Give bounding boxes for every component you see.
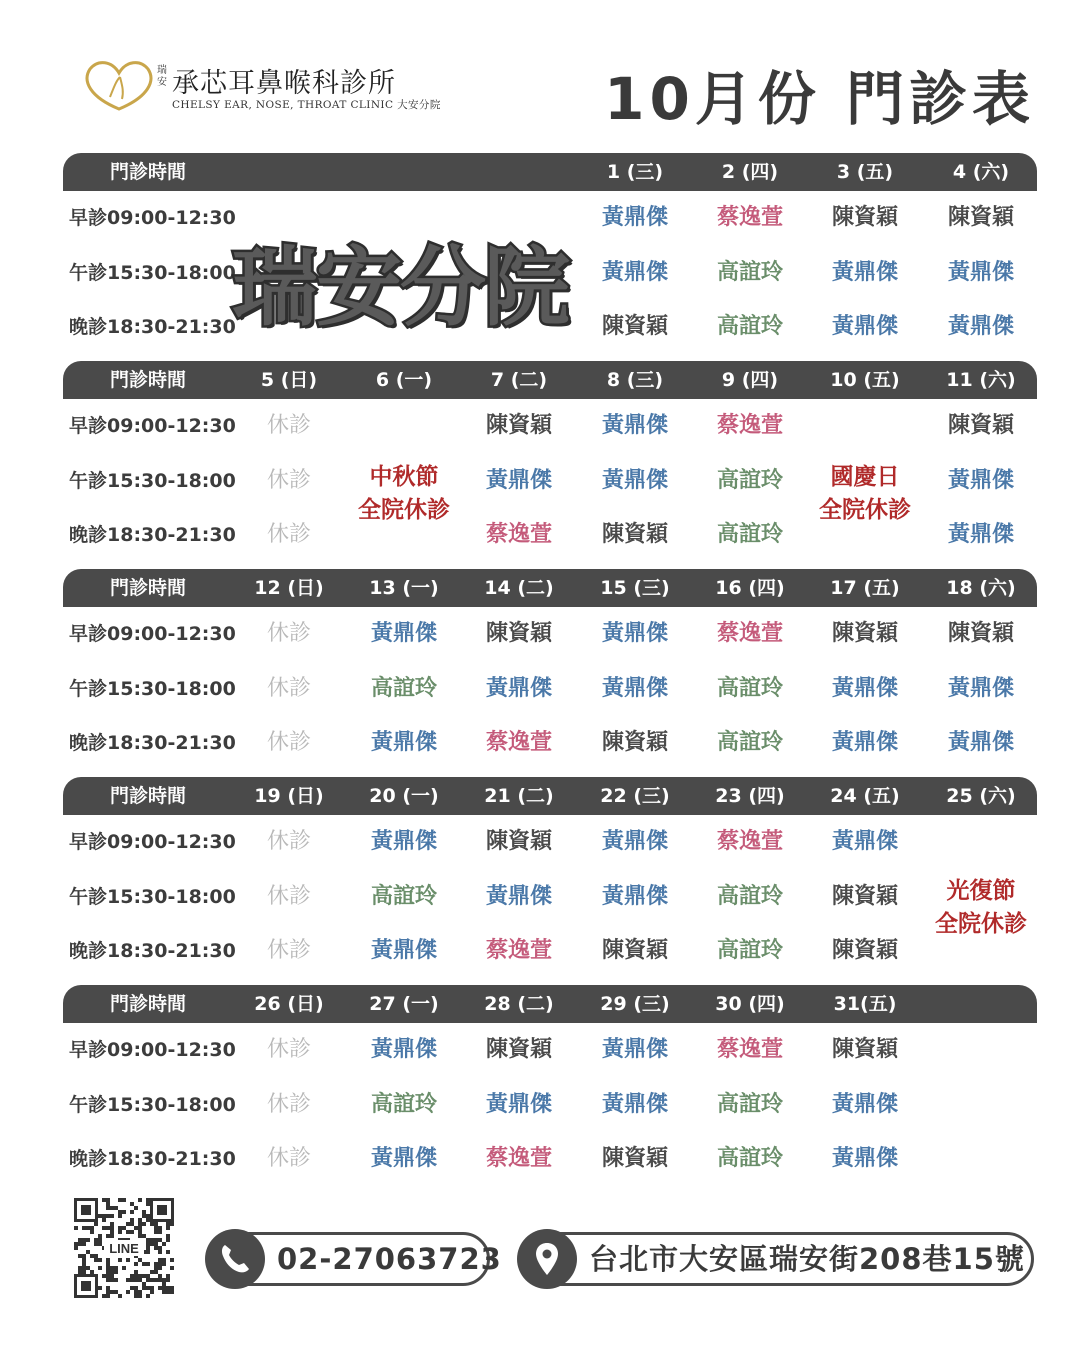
session-time-label: 晚診18:30-21:30 [69, 524, 236, 546]
header-label: 門診時間 [109, 369, 186, 391]
doctor-cell: 黃鼎傑 [947, 676, 1014, 701]
doctor-cell: 高誼玲 [370, 1092, 437, 1117]
closed-cell: 休診 [266, 730, 311, 755]
doctor-cell: 高誼玲 [716, 468, 783, 493]
day-header: 8 (三) [606, 369, 664, 391]
doctor-cell: 黃鼎傑 [831, 260, 898, 285]
session-time-label: 早診09:00-12:30 [69, 207, 236, 229]
day-header: 17 (五) [830, 577, 900, 599]
doctor-cell: 黃鼎傑 [947, 468, 1014, 493]
phone-icon [205, 1229, 265, 1289]
doctor-cell: 陳資穎 [485, 1037, 552, 1062]
doctor-cell: 黃鼎傑 [485, 676, 552, 701]
doctor-cell: 黃鼎傑 [370, 938, 437, 963]
day-header: 26 (日) [254, 993, 324, 1015]
session-time-label: 午診15:30-18:00 [69, 1094, 236, 1116]
phone-icon-circle [205, 1229, 265, 1289]
doctor-cell: 高誼玲 [716, 314, 783, 339]
session-time-label: 早診09:00-12:30 [69, 623, 236, 645]
doctor-cell: 黃鼎傑 [831, 829, 898, 854]
day-header: 13 (一) [369, 577, 439, 599]
header-label: 門診時間 [109, 161, 186, 183]
doctor-cell: 陳資穎 [831, 621, 898, 646]
day-header: 2 (四) [721, 161, 779, 183]
doctor-cell: 黃鼎傑 [601, 468, 668, 493]
day-header: 12 (日) [254, 577, 324, 599]
logo-small-text: 瑞安 [157, 65, 167, 88]
doctor-cell: 黃鼎傑 [831, 1092, 898, 1117]
holiday-name: 光復節 [946, 878, 1016, 904]
day-header: 19 (日) [254, 785, 324, 807]
doctor-cell: 黃鼎傑 [947, 730, 1014, 755]
closed-cell: 休診 [266, 829, 311, 854]
doctor-cell: 高誼玲 [370, 676, 437, 701]
phone-number: 02-27063723 [277, 1242, 502, 1276]
doctor-cell: 黃鼎傑 [485, 1092, 552, 1117]
session-time-label: 晚診18:30-21:30 [69, 1148, 236, 1170]
doctor-cell: 黃鼎傑 [370, 621, 437, 646]
session-time-label: 早診09:00-12:30 [69, 831, 236, 853]
line-qr-code-icon[interactable] [74, 1198, 174, 1298]
session-time-label: 午診15:30-18:00 [69, 678, 236, 700]
doctor-cell: 陳資穎 [947, 621, 1014, 646]
session-time-label: 早診09:00-12:30 [69, 415, 236, 437]
address: 台北市大安區瑞安街208巷15號 [589, 1242, 1025, 1276]
doctor-cell: 黃鼎傑 [947, 260, 1014, 285]
holiday-name: 中秋節 [369, 464, 439, 490]
doctor-cell: 陳資穎 [485, 621, 552, 646]
doctor-cell: 陳資穎 [601, 314, 668, 339]
day-header: 21 (二) [484, 785, 554, 807]
closed-cell: 休診 [266, 1146, 311, 1171]
doctor-cell: 蔡逸萱 [716, 621, 783, 646]
day-header: 16 (四) [715, 577, 785, 599]
doctor-cell: 高誼玲 [716, 938, 783, 963]
closed-cell: 休診 [266, 884, 311, 909]
doctor-cell: 黃鼎傑 [601, 1037, 668, 1062]
header-label: 門診時間 [109, 577, 186, 599]
doctor-cell: 陳資穎 [947, 413, 1014, 438]
closed-cell: 休診 [266, 1037, 311, 1062]
branch-stamp: 瑞安分院 [232, 238, 568, 338]
doctor-cell: 黃鼎傑 [601, 829, 668, 854]
day-header: 7 (二) [490, 369, 548, 391]
day-header: 11 (六) [946, 369, 1016, 391]
session-time-label: 早診09:00-12:30 [69, 1039, 236, 1061]
day-header [349, 153, 459, 191]
holiday-closed-text: 全院休診 [935, 911, 1027, 937]
closed-cell: 休診 [266, 413, 311, 438]
day-header: 28 (二) [484, 993, 554, 1015]
doctor-cell: 黃鼎傑 [601, 260, 668, 285]
week-header [63, 569, 1037, 607]
doctor-cell: 高誼玲 [716, 260, 783, 285]
closed-cell: 休診 [266, 1092, 311, 1117]
week-header [63, 361, 1037, 399]
doctor-cell: 高誼玲 [716, 1092, 783, 1117]
day-header: 3 (五) [836, 161, 894, 183]
closed-cell: 休診 [266, 938, 311, 963]
doctor-cell: 黃鼎傑 [831, 1146, 898, 1171]
day-header: 24 (五) [830, 785, 900, 807]
doctor-cell: 陳資穎 [601, 522, 668, 547]
doctor-cell: 蔡逸萱 [716, 205, 783, 230]
week-block [63, 777, 1037, 977]
doctor-cell: 陳資穎 [831, 205, 898, 230]
heart-logo-icon [80, 57, 158, 113]
day-header: 14 (二) [484, 577, 554, 599]
doctor-cell: 黃鼎傑 [601, 1092, 668, 1117]
day-header: 6 (一) [375, 369, 433, 391]
session-time-label: 晚診18:30-21:30 [69, 732, 236, 754]
doctor-cell: 黃鼎傑 [601, 884, 668, 909]
doctor-cell: 黃鼎傑 [601, 621, 668, 646]
phone-pill[interactable] [208, 1232, 502, 1286]
doctor-cell: 蔡逸萱 [716, 413, 783, 438]
week-block [63, 569, 1037, 769]
doctor-cell: 高誼玲 [716, 676, 783, 701]
day-header: 25 (六) [946, 785, 1016, 807]
week-header [63, 985, 1037, 1023]
week-header [63, 777, 1037, 815]
doctor-cell: 高誼玲 [716, 1146, 783, 1171]
doctor-cell: 蔡逸萱 [485, 938, 552, 963]
holiday-closed-text: 全院休診 [819, 497, 911, 523]
closed-cell: 休診 [266, 676, 311, 701]
qr-label: LINE [109, 1241, 139, 1256]
closed-cell: 休診 [266, 522, 311, 547]
day-header [926, 985, 1036, 1023]
doctor-cell: 黃鼎傑 [601, 205, 668, 230]
address-pill[interactable] [520, 1232, 1034, 1286]
day-header: 18 (六) [946, 577, 1016, 599]
doctor-cell: 陳資穎 [831, 1037, 898, 1062]
doctor-cell: 黃鼎傑 [370, 1037, 437, 1062]
holiday-notice [795, 461, 935, 527]
day-header: 27 (一) [369, 993, 439, 1015]
closed-cell: 休診 [266, 468, 311, 493]
holiday-notice [911, 875, 1051, 941]
clinic-logo [80, 55, 441, 115]
day-header: 4 (六) [952, 161, 1010, 183]
doctor-cell: 黃鼎傑 [947, 314, 1014, 339]
day-header: 23 (四) [715, 785, 785, 807]
doctor-cell: 陳資穎 [947, 205, 1014, 230]
doctor-cell: 黃鼎傑 [831, 730, 898, 755]
closed-cell: 休診 [266, 621, 311, 646]
day-header: 31(五) [833, 993, 897, 1015]
doctor-cell: 黃鼎傑 [947, 522, 1014, 547]
session-time-label: 晚診18:30-21:30 [69, 316, 236, 338]
clinic-name: 承芯耳鼻喉科診所 [172, 68, 396, 99]
holiday-name: 國慶日 [830, 464, 900, 490]
doctor-cell: 陳資穎 [601, 730, 668, 755]
doctor-cell: 黃鼎傑 [485, 468, 552, 493]
doctor-cell: 陳資穎 [601, 938, 668, 963]
holiday-notice [334, 461, 474, 527]
doctor-cell: 黃鼎傑 [370, 1146, 437, 1171]
day-header: 15 (三) [600, 577, 670, 599]
holiday-closed-text: 全院休診 [358, 497, 450, 523]
session-time-label: 午診15:30-18:00 [69, 886, 236, 908]
doctor-cell: 高誼玲 [716, 522, 783, 547]
doctor-cell: 陳資穎 [485, 829, 552, 854]
doctor-cell: 陳資穎 [485, 413, 552, 438]
clinic-english-name: CHELSY EAR, NOSE, THROAT CLINIC 大安分院 [172, 99, 441, 111]
doctor-cell: 黃鼎傑 [370, 730, 437, 755]
day-header: 9 (四) [721, 369, 779, 391]
doctor-cell: 高誼玲 [716, 884, 783, 909]
location-pin-icon [517, 1229, 577, 1289]
week-block [63, 985, 1037, 1185]
doctor-cell: 蔡逸萱 [716, 1037, 783, 1062]
doctor-cell: 黃鼎傑 [485, 884, 552, 909]
doctor-cell: 蔡逸萱 [485, 730, 552, 755]
week-block [63, 361, 1037, 561]
doctor-cell: 黃鼎傑 [601, 413, 668, 438]
doctor-cell: 高誼玲 [716, 730, 783, 755]
day-header: 1 (三) [606, 161, 664, 183]
day-header: 10 (五) [830, 369, 900, 391]
doctor-cell: 黃鼎傑 [601, 676, 668, 701]
day-header: 30 (四) [715, 993, 785, 1015]
location-icon-circle [517, 1229, 577, 1289]
day-header: 20 (一) [369, 785, 439, 807]
doctor-cell: 蔡逸萱 [485, 522, 552, 547]
doctor-cell: 黃鼎傑 [831, 676, 898, 701]
doctor-cell: 陳資穎 [831, 938, 898, 963]
day-header [464, 153, 574, 191]
header-label: 門診時間 [109, 993, 186, 1015]
session-time-label: 晚診18:30-21:30 [69, 940, 236, 962]
doctor-cell: 陳資穎 [831, 884, 898, 909]
day-header: 22 (三) [600, 785, 670, 807]
session-time-label: 午診15:30-18:00 [69, 470, 236, 492]
week-header [63, 153, 1037, 191]
doctor-cell: 蔡逸萱 [716, 829, 783, 854]
header-label: 門診時間 [109, 785, 186, 807]
session-time-label: 午診15:30-18:00 [69, 262, 236, 284]
doctor-cell: 蔡逸萱 [485, 1146, 552, 1171]
page-title: 10月份 門診表 [604, 65, 1035, 133]
doctor-cell: 黃鼎傑 [370, 829, 437, 854]
doctor-cell: 高誼玲 [370, 884, 437, 909]
day-header [234, 153, 344, 191]
doctor-cell: 黃鼎傑 [831, 314, 898, 339]
day-header: 5 (日) [260, 369, 318, 391]
day-header: 29 (三) [600, 993, 670, 1015]
doctor-cell: 陳資穎 [601, 1146, 668, 1171]
